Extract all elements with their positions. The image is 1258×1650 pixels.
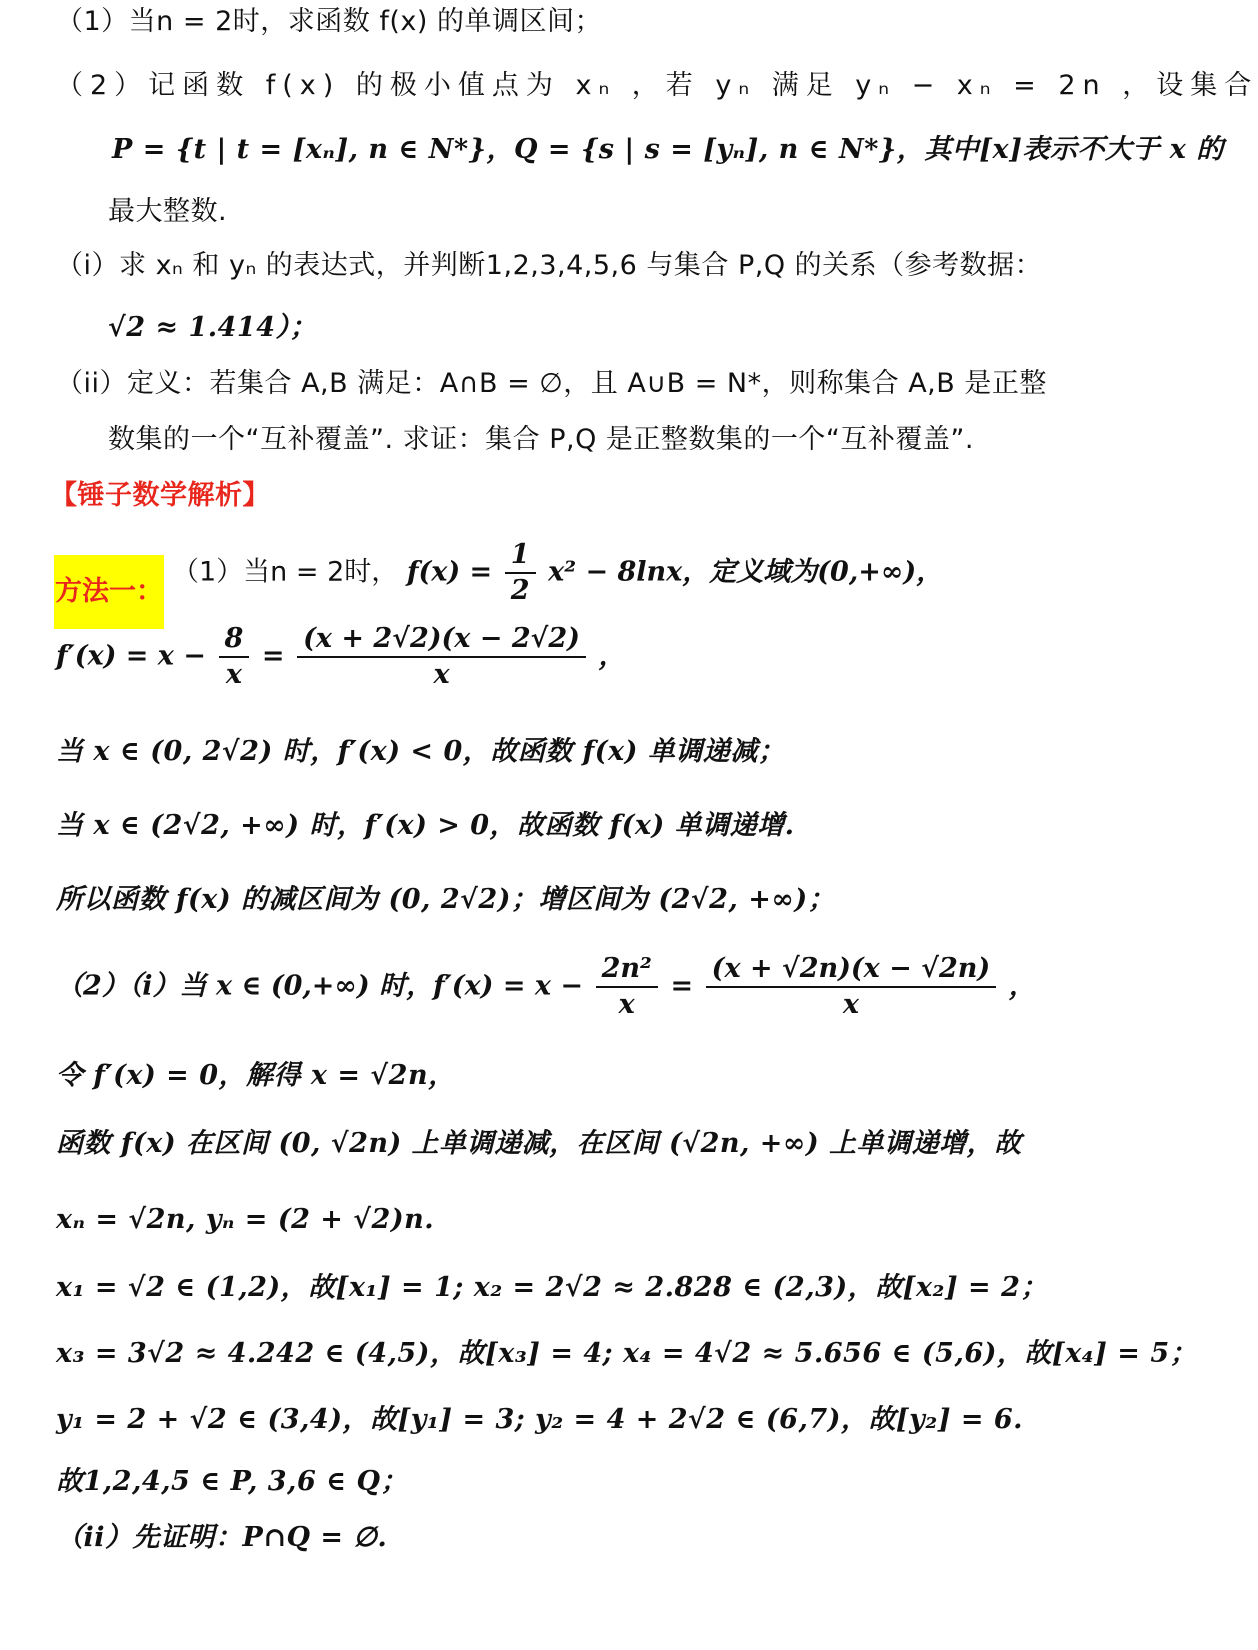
solution-step6 (56, 952, 1056, 1022)
fraction-denominator: 2 (510, 575, 530, 606)
fraction-numerator: 2n² (596, 952, 658, 988)
problem-part2-line2: P = {t | t = [xₙ], n ∈ N*}，Q = {s | s = [yₙ], n ∈ N*}，其中[x]表示不大于 x 的 (112, 134, 1224, 165)
step6-left: （2）（i）当 x ∈ (0,+∞) 时，f′(x) = x − (56, 970, 584, 1002)
step6-equals: = (670, 970, 694, 1002)
solution-step10: x₁ = √2 ∈ (1,2)，故[x₁] = 1; x₂ = 2√2 ≈ 2.828 ∈ (2,3)，故[x₂] = 2； (56, 1272, 1048, 1303)
problem-part1: （1）当n = 2时，求函数 f(x) 的单调区间； (56, 6, 602, 37)
step6-fraction2 (706, 952, 996, 1022)
solution-step2 (56, 622, 1056, 692)
problem-part-ii-line2: 数集的一个“互补覆盖”. 求证：集合 P,Q 是正整数集的一个“互补覆盖”. (108, 424, 974, 455)
solution-step9: xₙ = √2n, yₙ = (2 + √2)n. (56, 1204, 435, 1235)
step1-text: （1）当n = 2时， (172, 556, 399, 588)
fraction-numerator: 8 (219, 622, 250, 658)
step1-rest: x² − 8lnx，定义域为(0,+∞)， (548, 556, 944, 588)
solution-step3: 当 x ∈ (0, 2√2) 时，f′(x) < 0，故函数 f(x) 单调递减； (56, 736, 786, 767)
step2-fraction1 (219, 622, 250, 692)
problem-part-i-line1: （i）求 xₙ 和 yₙ 的表达式，并判断1,2,3,4,5,6 与集合 P,Q 的关系（参考数据： (56, 250, 1043, 281)
step2-left: f′(x) = x − (56, 640, 206, 672)
solution-step1 (172, 538, 1072, 608)
solution-step7: 令 f′(x) = 0，解得 x = √2n， (56, 1060, 456, 1091)
solution-step11: x₃ = 3√2 ≈ 4.242 ∈ (4,5)，故[x₃] = 4; x₄ = 4√2 ≈ 5.656 ∈ (5,6)，故[x₄] = 5； (56, 1338, 1198, 1369)
problem-part2-line3: 最大整数. (108, 196, 228, 227)
fraction-denominator: x (433, 659, 450, 690)
step2-end: ， (598, 640, 626, 672)
solution-step14: （ii）先证明：P∩Q = ∅. (56, 1522, 388, 1553)
step6-end: ， (1008, 970, 1036, 1002)
fraction-numerator: 1 (505, 538, 536, 574)
fraction-denominator: x (842, 989, 859, 1020)
solution-heading: 【锤子数学解析】 (50, 480, 270, 511)
method-badge: 方法一： (54, 555, 164, 629)
step2-fraction2 (297, 622, 586, 692)
fraction-numerator: (x + 2√2)(x − 2√2) (297, 622, 586, 658)
solution-step5: 所以函数 f(x) 的减区间为 (0, 2√2)；增区间为 (2√2, +∞)； (56, 884, 836, 915)
fraction-denominator: x (225, 659, 242, 690)
solution-step8: 函数 f(x) 在区间 (0, √2n) 上单调递减，在区间 (√2n, +∞) 上单调递增，故 (56, 1128, 1022, 1159)
step2-equals: = (261, 640, 285, 672)
step6-fraction1 (596, 952, 658, 1022)
step1-func: f(x) = (406, 556, 493, 588)
problem-part-i-line2: √2 ≈ 1.414）； (108, 312, 318, 343)
step1-fraction (505, 538, 536, 608)
solution-step13: 故1,2,4,5 ∈ P, 3,6 ∈ Q； (56, 1466, 409, 1497)
solution-step12: y₁ = 2 + √2 ∈ (3,4)，故[y₁] = 3; y₂ = 4 + 2√2 ∈ (6,7)，故[y₂] = 6. (56, 1404, 1024, 1435)
fraction-numerator: (x + √2n)(x − √2n) (706, 952, 996, 988)
problem-part-ii-line1: （ii）定义：若集合 A,B 满足：A∩B = ∅，且 A∪B = N*，则称集合 A,B 是正整 (56, 368, 1047, 399)
fraction-denominator: x (618, 989, 635, 1020)
problem-part2-line1: （2）记函数 f(x) 的极小值点为 xₙ ，若 yₙ 满足 yₙ − xₙ = 2n ，设集合 (56, 70, 1258, 101)
solution-step4: 当 x ∈ (2√2, +∞) 时，f′(x) > 0，故函数 f(x) 单调递增. (56, 810, 795, 841)
